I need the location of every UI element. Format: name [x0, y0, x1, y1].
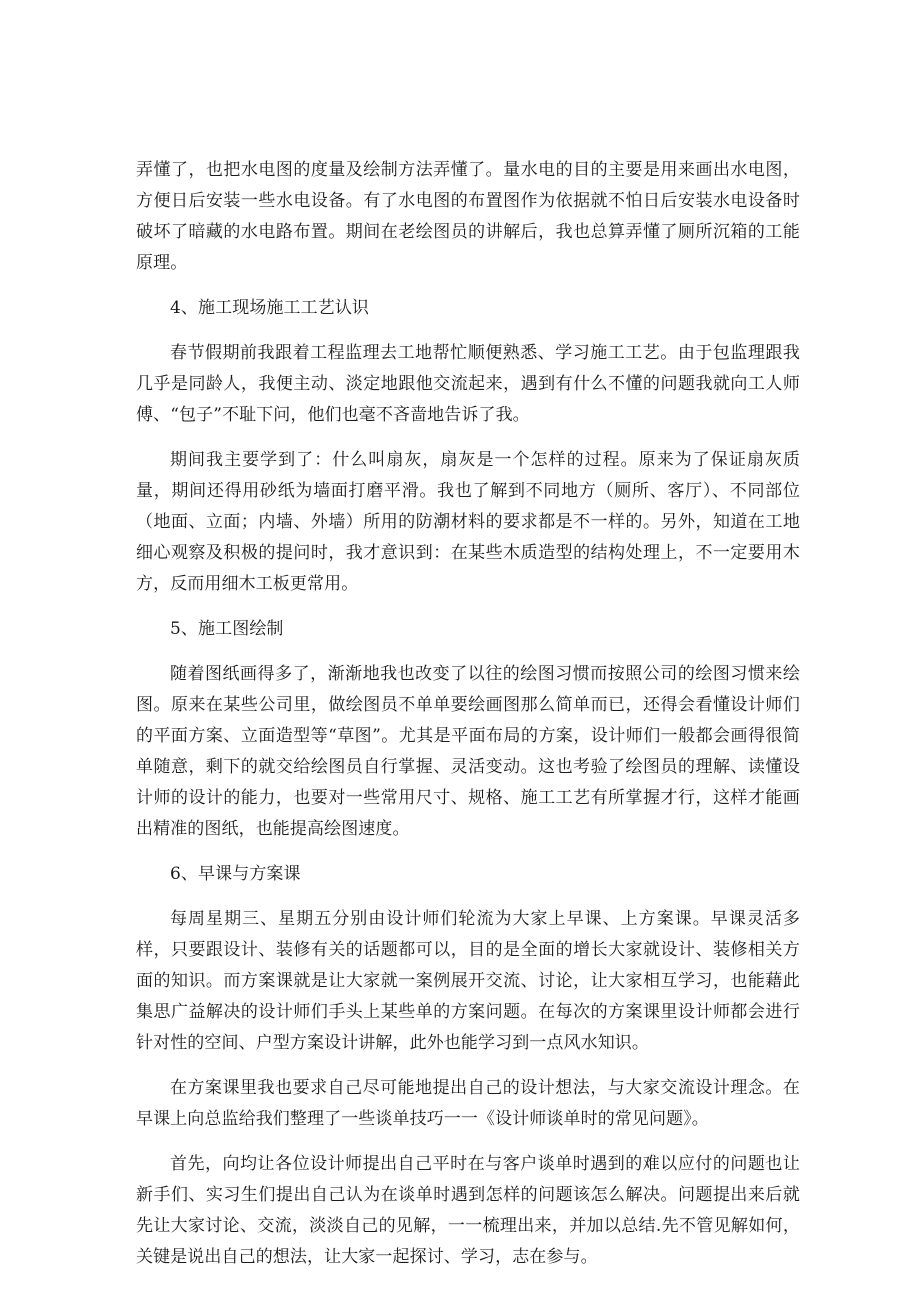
section-heading-6: 6、早课与方案课 — [170, 864, 301, 884]
paragraph: 每周星期三、星期五分别由设计师们轮流为大家上早课、上方案课。早课灵活多样，只要跟设计、装修有关的话题都可以，目的是全面的增长大家就设计、装修相关方面的知识。而方案课就是让大家就一案例展开交流、讨论，让大家相互学习，也能藉此集思广益解决的设计师们手头上某些单的方案问题。在每次的方案课里设计师都会进行针对性的空间、户型方案设计讲解，此外也能学习到一点风水知识。 — [136, 909, 800, 1053]
paragraph: 随着图纸画得多了，渐渐地我也改变了以往的绘图习惯而按照公司的绘图习惯来绘图。原来在某些公司里，做绘图员不单单要绘画图那么简单而已，还得会看懂设计师们的平面方案、立面造型等“草图”。尤其是平面布局的方案，设计师们一般都会画得很简单随意，剩下的就交给绘图员自行掌握、灵活变动。这也考验了绘图员的理解、读懂设计师的设计的能力，也要对一些常用尺寸、规格、施工工艺有所掌握才行，这样才能画出精准的图纸，也能提高绘图速度。 — [136, 664, 800, 839]
document-body — [136, 155, 800, 1287]
paragraph: 春节假期前我跟着工程监理去工地帮忙顺便熟悉、学习施工工艺。由于包监理跟我几乎是同龄人，我便主动、淡定地跟他交流起来，遇到有什么不懂的问题我就向工人师傅、“包子”不耻下问，他们也毫不吝啬地告诉了我。 — [136, 343, 800, 425]
paragraph-continuation: 弄懂了，也把水电图的度量及绘制方法弄懂了。量水电的目的主要是用来画出水电图，方便日后安装一些水电设备。有了水电图的布置图作为依据就不怕日后安装水电设备时破坏了暗藏的水电路布置。期间在老绘图员的讲解后，我也总算弄懂了厕所沉箱的工能原理。 — [136, 160, 800, 273]
section-heading-4: 4、施工现场施工工艺认识 — [170, 298, 370, 318]
paragraph: 期间我主要学到了：什么叫扇灰，扇灰是一个怎样的过程。原来为了保证扇灰质量，期间还得用砂纸为墙面打磨平滑。我也了解到不同地方（厕所、客厅）、不同部位（地面、立面；内墙、外墙）所用的防潮材料的要求都是不一样的。另外，知道在工地细心观察及积极的提问时，我才意识到：在某些木质造型的结构处理上，不一定要用木方，反而用细木工板更常用。 — [136, 450, 800, 594]
paragraph: 在方案课里我也要求自己尽可能地提出自己的设计想法，与大家交流设计理念。在早课上向总监给我们整理了一些谈单技巧一一《设计师谈单时的常见问题》。 — [136, 1078, 800, 1129]
paragraph: 首先，向均让各位设计师提出自己平时在与客户谈单时遇到的难以应付的问题也让新手们、实习生们提出自己认为在谈单时遇到怎样的问题该怎么解决。问题提出来后就先让大家讨论、交流，淡淡自己的见解，一一梳理出来，并加以总结.先不管见解如何，关键是说出自己的想法，让大家一起探讨、学习，志在参与。 — [136, 1154, 800, 1267]
section-heading-5: 5、施工图绘制 — [170, 619, 284, 639]
